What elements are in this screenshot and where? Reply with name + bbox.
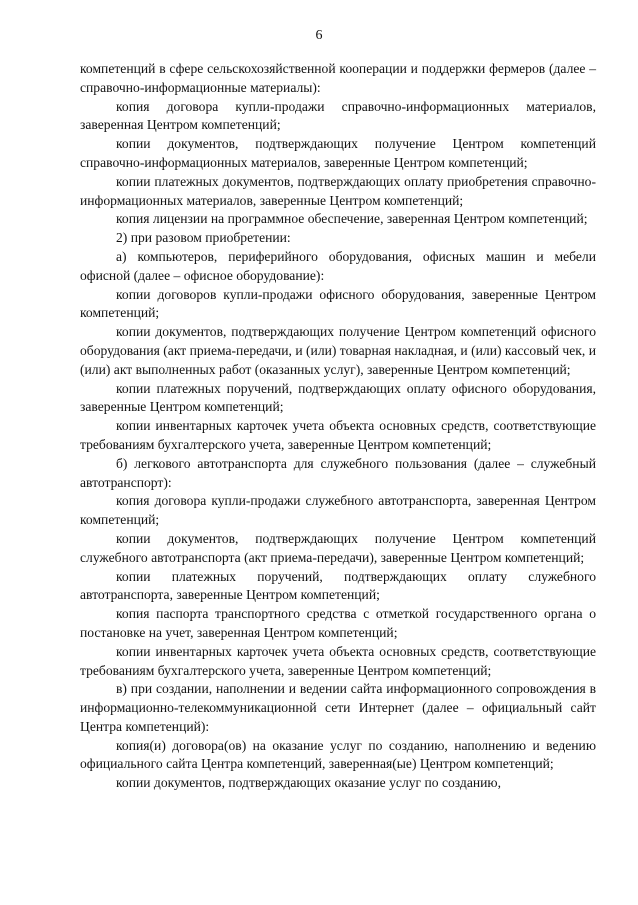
paragraph: копия договора купли-продажи служебного автотранспорта, заверенная Центром компетенций; (80, 493, 596, 528)
paragraph: копии документов, подтверждающих получение Центром компетенций служебного автотранспорта (акт приема-передачи), заверенные Центром компетенций; (80, 530, 596, 565)
paragraph: копии платежных документов, подтверждающих оплату приобретения справочно-информационных материалов, заверенные Центром компетенций; (80, 173, 596, 208)
paragraph: копии инвентарных карточек учета объекта основных средств, соответствующие требованиям бухгалтерского учета, заверенные Центром компетенций; (80, 643, 596, 678)
paragraph: копии платежных поручений, подтверждающих оплату офисного оборудования, заверенные Центром компетенций; (80, 380, 596, 415)
paragraph: копии платежных поручений, подтверждающих оплату служебного автотранспорта, заверенные Центром компетенций; (80, 568, 596, 603)
document-body (80, 60, 596, 793)
paragraph: б) легкового автотранспорта для служебного пользования (далее – служебный автотранспорт): (80, 455, 596, 490)
paragraph: копия(и) договора(ов) на оказание услуг по созданию, наполнению и ведению официального сайта Центра компетенций, заверенная(ые) Центром компетенций; (80, 737, 596, 772)
paragraph: копия паспорта транспортного средства с отметкой государственного органа о постановке на учет, заверенная Центром компетенций; (80, 606, 596, 640)
paragraph: копии инвентарных карточек учета объекта основных средств, соответствующие требованиям бухгалтерского учета, заверенные Центром компетенций; (80, 418, 596, 452)
paragraph: копия лицензии на программное обеспечение, заверенная Центром компетенций; (116, 211, 588, 227)
page-number: 6 (315, 28, 323, 43)
paragraph: копии документов, подтверждающих оказание услуг по созданию, (116, 775, 501, 791)
paragraph: компетенций в сфере сельскохозяйственной кооперации и поддержки фермеров (далее – справочно-информационные материалы): (80, 61, 596, 95)
paragraph: 2) при разовом приобретении: (116, 230, 291, 246)
paragraph: копии договоров купли-продажи офисного оборудования, заверенные Центром компетенций; (80, 286, 596, 321)
paragraph: а) компьютеров, периферийного оборудования, офисных машин и мебели офисной (далее – офисное оборудование): (80, 248, 596, 283)
paragraph: в) при создании, наполнении и ведении сайта информационного сопровождения в информационно-телекоммуникационной сети Интернет (далее – официальный сайт Центра компетенций): (80, 681, 596, 734)
paragraph: копии документов, подтверждающих получение Центром компетенций справочно-информационных материалов, заверенные Центром компетенций; (80, 136, 596, 170)
paragraph: копии документов, подтверждающих получение Центром компетенций офисного оборудования (акт приема-передачи, и (или) товарная накладная, и (или) кассовый чек, и (или) акт выполненных работ (оказанных услуг), заверенные Центром компетенций; (80, 324, 596, 377)
paragraph: копия договора купли-продажи справочно-информационных материалов, заверенная Центром компетенций; (80, 98, 596, 133)
